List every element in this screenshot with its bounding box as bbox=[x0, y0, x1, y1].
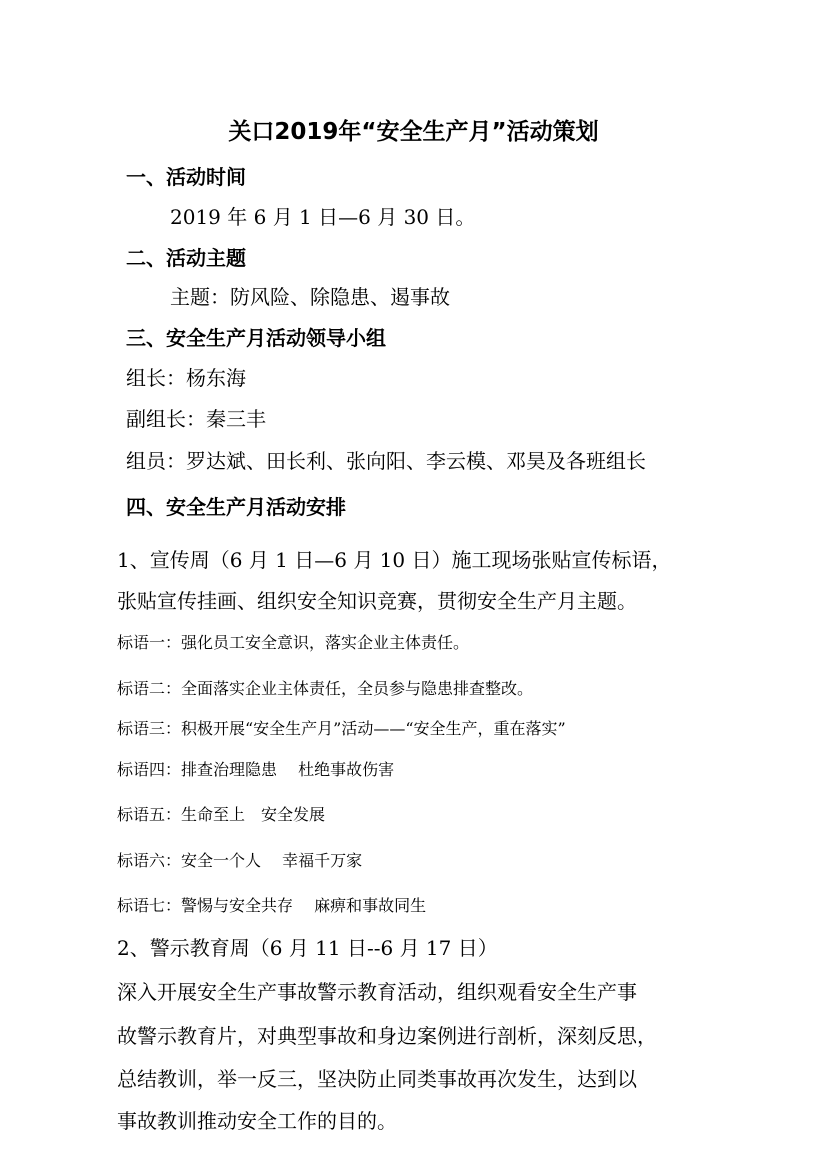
slogan-5: 标语五：生命至上 安全发展 bbox=[117, 805, 326, 824]
slogan-4: 标语四：排查治理隐患 杜绝事故伤害 bbox=[117, 760, 395, 779]
document-title: 关口2019年“安全生产月”活动策划 bbox=[228, 119, 599, 145]
slogan-3: 标语三：积极开展“安全生产月”活动——“安全生产，重在落实” bbox=[117, 719, 566, 738]
deputy-leader-text: 副组长：秦三丰 bbox=[126, 407, 266, 431]
section-heading-activity-arrangement: 四、安全生产月活动安排 bbox=[126, 495, 346, 519]
publicity-week-line-2: 张贴宣传挂画、组织安全知识竞赛，贯彻安全生产月主题。 bbox=[117, 589, 637, 613]
slogan-7: 标语七：警惕与安全共存 麻痹和事故同生 bbox=[117, 896, 427, 915]
warning-week-line-4: 事故教训推动安全工作的目的。 bbox=[117, 1109, 397, 1133]
activity-time-text: 2019 年 6 月 1 日—6 月 30 日。 bbox=[170, 205, 476, 229]
section-heading-leadership-group: 三、安全生产月活动领导小组 bbox=[126, 326, 386, 350]
section-heading-activity-theme: 二、活动主题 bbox=[126, 246, 246, 270]
slogan-2: 标语二：全面落实企业主体责任，全员参与隐患排查整改。 bbox=[117, 679, 534, 698]
activity-theme-text: 主题：防风险、除隐患、遏事故 bbox=[170, 285, 450, 309]
warning-week-line-3: 总结教训，举一反三，坚决防止同类事故再次发生，达到以 bbox=[117, 1067, 637, 1091]
warning-week-line-1: 深入开展安全生产事故警示教育活动，组织观看安全生产事 bbox=[117, 980, 637, 1004]
warning-week-heading: 2、警示教育周（6 月 11 日--6 月 17 日） bbox=[117, 936, 498, 960]
warning-week-line-2: 故警示教育片，对典型事故和身边案例进行剖析，深刻反思， bbox=[117, 1024, 657, 1048]
publicity-week-line-1: 1、宣传周（6 月 1 日—6 月 10 日）施工现场张贴宣传标语， bbox=[117, 548, 672, 572]
slogan-1: 标语一：强化员工安全意识，落实企业主体责任。 bbox=[117, 633, 470, 652]
group-leader-text: 组长：杨东海 bbox=[126, 366, 246, 390]
section-heading-activity-time: 一、活动时间 bbox=[126, 165, 246, 189]
group-members-text: 组员：罗达斌、田长利、张向阳、李云模、邓昊及各班组长 bbox=[126, 449, 646, 473]
slogan-6: 标语六：安全一个人 幸福千万家 bbox=[117, 851, 363, 870]
